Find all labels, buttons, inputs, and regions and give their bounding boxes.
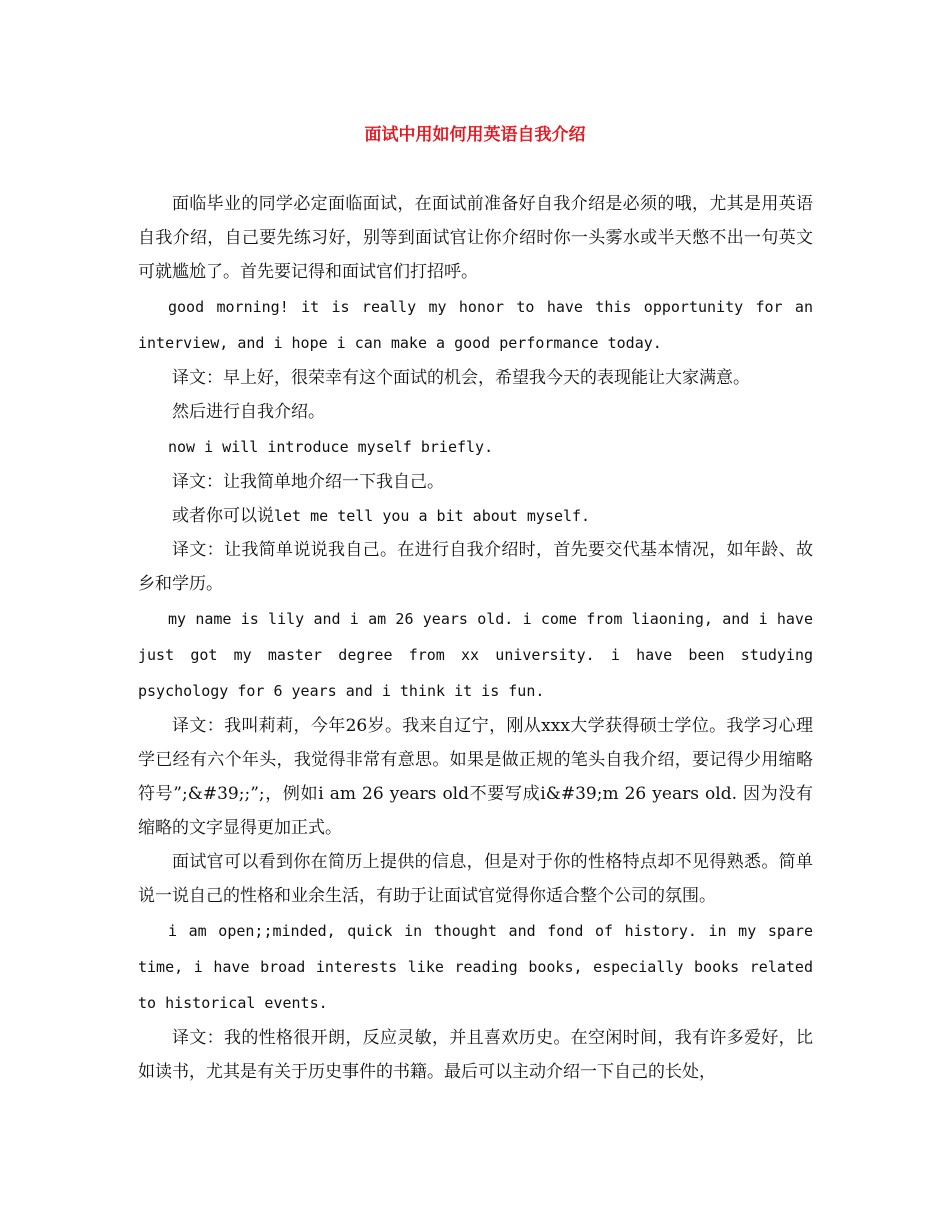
paragraph-basic-info-translation: 译文：我叫莉莉，今年26岁。我来自辽宁，刚从xxx大学获得硕士学位。我学习心理学已经有六个年头，我觉得非常有意思。如果是做正规的笔头自我介绍，要记得少用缩略符号”;&#39;;”;，例如i am 26 years old不要写成i&#39;m 26 years old. 因为没有缩略的文字显得更加正式。: [138, 716, 813, 838]
document-body: [138, 187, 813, 1089]
paragraph-personality-en: i am open;;minded, quick in thought and fond of history. in my spare time, i have broad interests like reading books, especially books related to historical events.: [138, 922, 813, 1012]
alternative-en: let me tell you a bit about myself.: [274, 507, 591, 525]
alternative-zh: 或者你可以说: [172, 506, 274, 526]
paragraph-introduce-en: now i will introduce myself briefly.: [168, 438, 494, 456]
paragraph-introduce-translation: 译文：让我简单地介绍一下我自己。: [172, 472, 444, 492]
paragraph-personality-translation: 译文：我的性格很开朗，反应灵敏，并且喜欢历史。在空闲时间，我有许多爱好，比如读书，尤其是有关于历史事件的书籍。最后可以主动介绍一下自己的长处，: [138, 1028, 813, 1082]
paragraph-intro: 面临毕业的同学必定面临面试，在面试前准备好自我介绍是必须的哦，尤其是用英语自我介绍，自己要先练习好，别等到面试官让你介绍时你一头雾水或半天憋不出一句英文可就尴尬了。首先要记得和面试官们打招呼。: [138, 194, 813, 282]
paragraph-alternative-translation: 译文：让我简单说说我自己。在进行自我介绍时，首先要交代基本情况，如年龄、故乡和学历。: [138, 540, 813, 594]
paragraph-personality-intro: 面试官可以看到你在简历上提供的信息，但是对于你的性格特点却不见得熟悉。简单说一说自己的性格和业余生活，有助于让面试官觉得你适合整个公司的氛围。: [138, 852, 813, 906]
paragraph-then-introduce: 然后进行自我介绍。: [172, 402, 325, 422]
paragraph-alternative: [138, 499, 813, 533]
paragraph-greeting-en: good morning! it is really my honor to have this opportunity for an interview, and i hope i can make a good performance today.: [138, 298, 813, 352]
paragraph-greeting-translation: 译文：早上好，很荣幸有这个面试的机会，希望我今天的表现能让大家满意。: [172, 368, 750, 388]
paragraph-basic-info-en: my name is lily and i am 26 years old. i come from liaoning, and i have just got my master degree from xx university. i have been studying psychology for 6 years and i think it is fun.: [138, 610, 813, 700]
document-title: 面试中用如何用英语自我介绍: [364, 125, 586, 145]
